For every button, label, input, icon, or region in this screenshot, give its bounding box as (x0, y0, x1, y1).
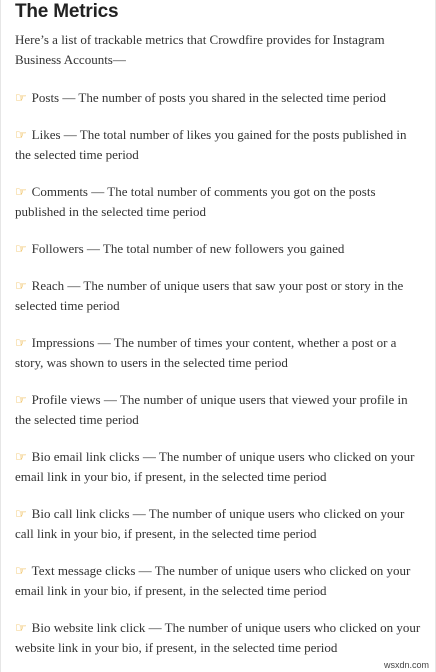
pointing-hand-icon: ☞ (15, 185, 27, 200)
metric-item (15, 333, 421, 373)
metric-text: Likes — The total number of likes you gained for the posts published in the selected time period (15, 127, 407, 162)
pointing-hand-icon: ☞ (15, 507, 27, 522)
metric-text: Impressions — The number of times your content, whether a post or a story, was shown to users in the selected time period (15, 335, 397, 370)
pointing-hand-icon: ☞ (15, 621, 27, 636)
metric-item (15, 390, 421, 430)
pointing-hand-icon: ☞ (15, 450, 27, 465)
metric-text: Posts — The number of posts you shared in the selected time period (31, 90, 386, 105)
pointing-hand-icon: ☞ (15, 564, 27, 579)
metric-item (15, 182, 421, 222)
metric-text: Text message clicks — The number of unique users who clicked on your email link in your bio, if present, in the selected time period (15, 563, 411, 598)
metric-item (15, 618, 421, 658)
metric-text: Followers — The total number of new followers you gained (31, 241, 345, 256)
pointing-hand-icon: ☞ (15, 91, 27, 106)
article (1, 0, 435, 658)
metric-text: Bio call link clicks — The number of unique users who clicked on your call link in your bio, if present, in the selected time period (15, 506, 405, 541)
pointing-hand-icon: ☞ (15, 336, 27, 351)
metric-item (15, 239, 421, 259)
metric-text: Bio website link click — The number of unique users who clicked on your website link in your bio, if present, in the selected time period (15, 620, 421, 655)
metric-text: Comments — The total number of comments you got on the posts published in the selected time period (15, 184, 376, 219)
metrics-list (15, 88, 421, 658)
pointing-hand-icon: ☞ (15, 242, 27, 257)
metric-item (15, 447, 421, 487)
pointing-hand-icon: ☞ (15, 393, 27, 408)
metric-item (15, 125, 421, 165)
pointing-hand-icon: ☞ (15, 128, 27, 143)
metric-text: Reach — The number of unique users that saw your post or story in the selected time period (15, 278, 404, 313)
intro-paragraph: Here’s a list of trackable metrics that Crowdfire provides for Instagram Business Accounts— (15, 32, 385, 67)
section-title: The Metrics (15, 1, 119, 22)
metric-item (15, 504, 421, 544)
watermark: wsxdn.com (383, 660, 429, 670)
metric-text: Bio email link clicks — The number of unique users who clicked on your email link in your bio, if present, in the selected time period (15, 449, 415, 484)
metric-text: Profile views — The number of unique users that viewed your profile in the selected time period (15, 392, 408, 427)
pointing-hand-icon: ☞ (15, 279, 27, 294)
metric-item (15, 276, 421, 316)
metric-item (15, 561, 421, 601)
metric-item (15, 88, 421, 108)
